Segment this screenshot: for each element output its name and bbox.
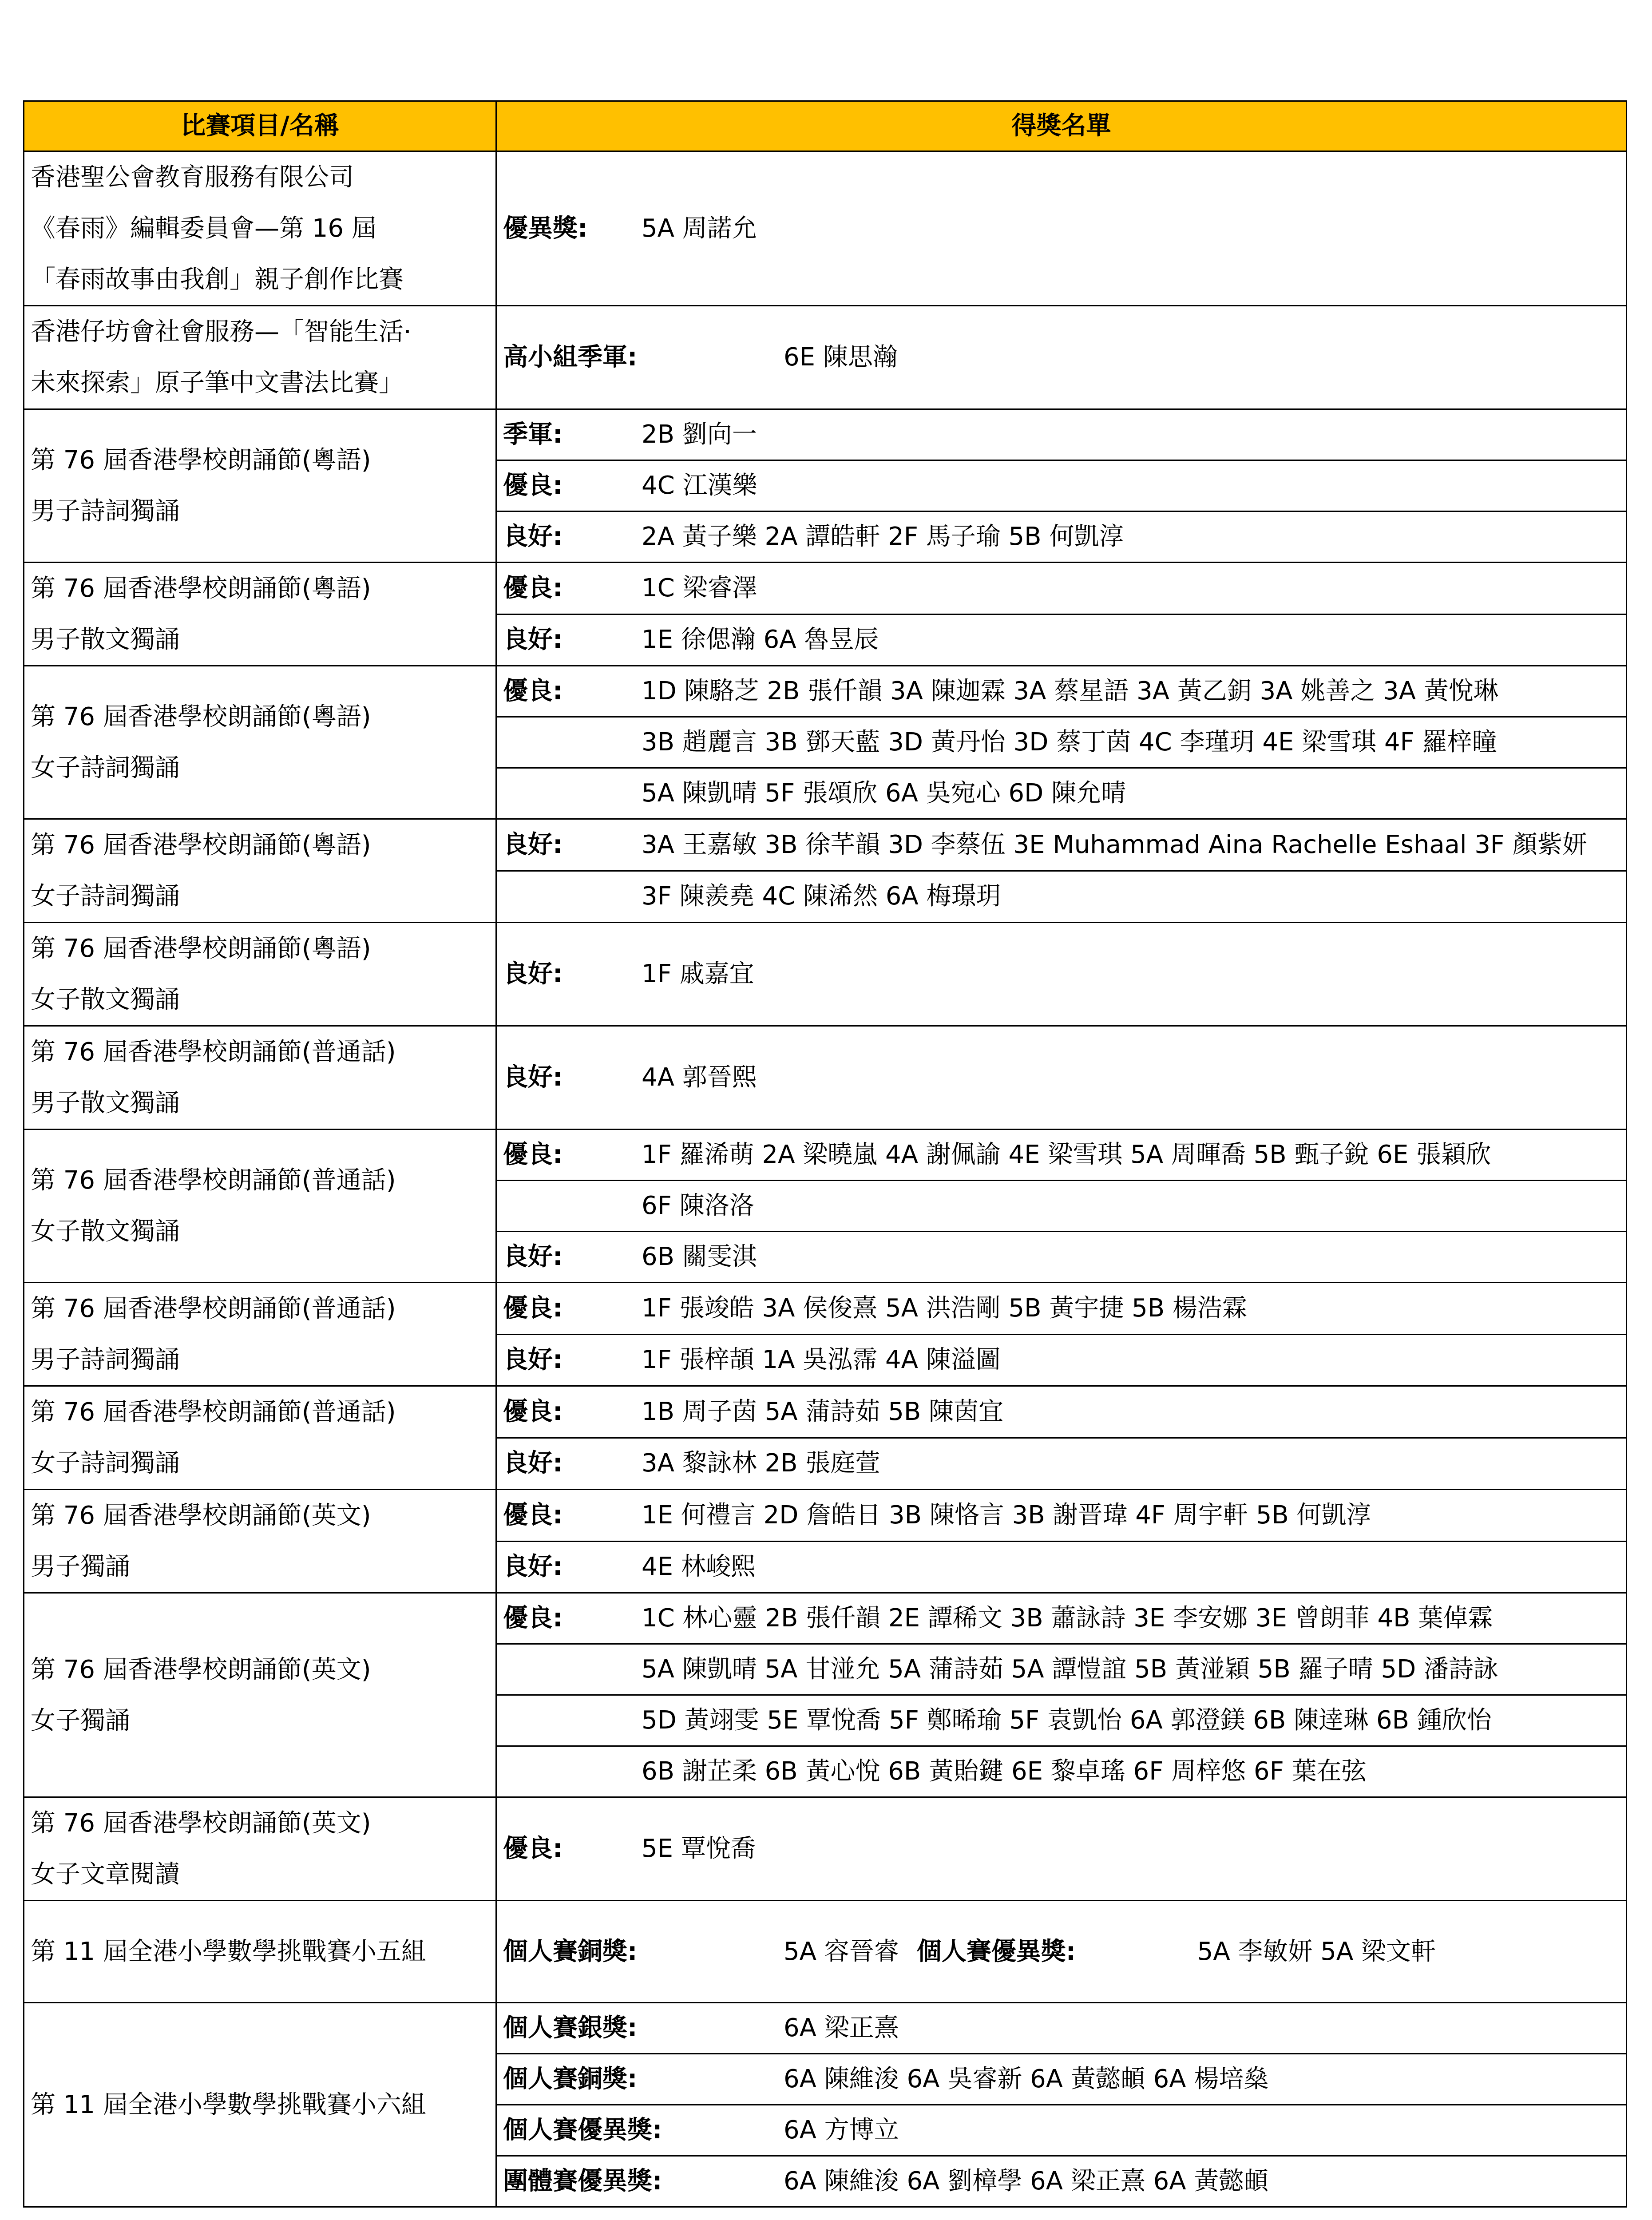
award-line (497, 2067, 1626, 2092)
award-line (497, 2016, 1626, 2041)
winner-names: 3A 黎詠林 2B 張庭萱 (642, 1449, 880, 1478)
competition-name-cell (24, 1490, 496, 1593)
winners-cell (496, 1746, 1627, 1797)
competition-name-cell (24, 819, 496, 923)
competition-name-line: 男子詩詞獨誦 (31, 1345, 180, 1374)
award-line (497, 1399, 1626, 1424)
award-category: 季軍: (503, 420, 563, 449)
winners-cell (496, 409, 1627, 460)
award-category: 團體賽優異獎: (503, 2167, 662, 2196)
award-line (497, 1552, 1626, 1582)
competition-name-cell (24, 1026, 496, 1130)
competition-name-line: 第 76 屆香港學校朗誦節(粵語) (31, 446, 371, 475)
competition-name-line: 女子詩詞獨誦 (31, 753, 180, 782)
award-category: 良好: (503, 1063, 563, 1092)
winner-names: 2A 黃子樂 2A 譚皓軒 2F 馬子瑜 5B 何凱淳 (642, 522, 1124, 551)
competition-name-line: 第 76 屆香港學校朗誦節(英文) (31, 1501, 371, 1530)
award-line (497, 959, 1626, 988)
competition-name-line: 第 76 屆香港學校朗誦節(普通話) (31, 1038, 396, 1066)
award-category: 良好: (503, 830, 563, 859)
winner-names: 5A 陳凱晴 5F 張頌欣 6A 吳宛心 6D 陳允晴 (642, 779, 1126, 808)
award-row (24, 563, 1627, 614)
winners-cell (496, 1386, 1627, 1438)
competition-name-cell (24, 1797, 496, 1901)
competition-name-cell (24, 2003, 496, 2207)
winners-cell (496, 2156, 1627, 2207)
award-category: 優良: (503, 1397, 563, 1426)
winners-cell (496, 2105, 1627, 2156)
winner-names: 6B 謝芷柔 6B 黃心悅 6B 黃貽鍵 6E 黎卓瑤 6F 周梓悠 6F 葉在弦 (642, 1757, 1367, 1786)
winners-cell (496, 563, 1627, 614)
competition-name-line: 第 76 屆香港學校朗誦節(英文) (31, 1809, 371, 1838)
competition-name-line: 女子詩詞獨誦 (31, 1449, 180, 1478)
competition-name-line: 女子獨誦 (31, 1706, 130, 1735)
award-line (497, 627, 1626, 652)
competition-name-line: 第 76 屆香港學校朗誦節(粵語) (31, 574, 371, 603)
award-line (497, 1345, 1626, 1375)
award-row (24, 2003, 1627, 2054)
winners-cell (496, 1130, 1627, 1181)
winner-names: 1D 陳駱芝 2B 張仟韻 3A 陳迦霖 3A 蔡星語 3A 黃乙鈅 3A 姚善之 3A 黃悅琳 (642, 677, 1498, 706)
winners-cell (496, 1232, 1627, 1283)
header-winners: 得獎名單 (496, 101, 1627, 151)
award-line (497, 1606, 1626, 1631)
competition-name-cell (24, 409, 496, 563)
award-category: 優異獎: (503, 214, 588, 243)
winners-cell (496, 306, 1627, 409)
competition-name-cell (24, 666, 496, 819)
competition-name-cell (24, 1386, 496, 1490)
winner-names: 4E 林峻熙 (642, 1552, 756, 1582)
winners-cell (496, 1541, 1627, 1593)
award-line (497, 1242, 1626, 1271)
award-line (497, 1142, 1626, 1167)
competition-name-line: 第 76 屆香港學校朗誦節(粵語) (31, 831, 371, 860)
award-row (24, 1901, 1627, 2003)
competition-name-line: 第 76 屆香港學校朗誦節(粵語) (31, 702, 371, 731)
winners-cell (496, 614, 1627, 666)
award-line (497, 1657, 1626, 1682)
competition-name-line: 《春雨》編輯委員會—第 16 屆 (31, 214, 376, 243)
winner-names: 6A 梁正熹 (784, 2014, 899, 2042)
winners-cell (496, 1695, 1627, 1746)
winner-names: 6A 陳維浚 6A 劉樟學 6A 梁正熹 6A 黃懿頔 (784, 2167, 1269, 2196)
competition-name-cell (24, 1130, 496, 1283)
award-category: 個人賽優異獎: (503, 2116, 662, 2145)
awards-table (23, 100, 1627, 2208)
winner-names: 1F 張梓頡 1A 吳泓霈 4A 陳溢圖 (642, 1345, 1001, 1375)
award-category: 個人賽銅獎: (503, 1937, 638, 1966)
award-category: 優良: (503, 1140, 563, 1169)
winners-cell (496, 768, 1627, 819)
award-line (497, 679, 1626, 704)
winner-names: 6A 方博立 (784, 2116, 899, 2145)
award-line (497, 832, 1626, 857)
competition-name-line: 女子詩詞獨誦 (31, 882, 180, 911)
award-row (24, 1386, 1627, 1438)
winner-names: 1E 何禮言 2D 詹皓日 3B 陳恪言 3B 謝晋瑋 4F 周宇軒 5B 何凱淳 (642, 1500, 1371, 1530)
award-line (497, 884, 1626, 909)
winner-names: 5E 覃悅喬 (642, 1834, 756, 1863)
award-category: 良好: (503, 522, 563, 551)
award-line (497, 2118, 1626, 2143)
award-category: 優良: (503, 573, 563, 603)
winners-cell (496, 1901, 1627, 2003)
competition-name-cell (24, 306, 496, 409)
award-category: 優良: (503, 677, 563, 706)
award-line (497, 1451, 1626, 1476)
award-line (497, 473, 1626, 498)
award-line (497, 573, 1626, 603)
competition-name-cell (24, 151, 496, 306)
winners-cell (496, 151, 1627, 306)
competition-name-cell (24, 1593, 496, 1797)
award-category: 優良: (503, 471, 563, 500)
competition-name-line: 第 76 屆香港學校朗誦節(英文) (31, 1655, 371, 1684)
winners-cell (496, 666, 1627, 717)
award-row (24, 1026, 1627, 1130)
award-category: 良好: (503, 1242, 563, 1271)
winner-names: 5A 陳凱晴 5A 甘湴允 5A 蒲詩茹 5A 譚愷誼 5B 黃湴穎 5B 羅子晴 5D 潘詩詠 (642, 1655, 1499, 1684)
header-competition: 比賽項目/名稱 (24, 101, 496, 151)
competition-name-line: 女子散文獨誦 (31, 1217, 180, 1246)
competition-name-line: 香港聖公會教育服務有限公司 (31, 163, 354, 192)
winner-names: 5A 容晉睿 (784, 1937, 899, 1966)
winner-names: 5A 周諾允 (642, 214, 757, 243)
award-category: 良好: (503, 1345, 563, 1375)
award-category: 良好: (503, 959, 563, 988)
award-line (497, 730, 1626, 755)
competition-name-line: 男子詩詞獨誦 (31, 497, 180, 526)
winners-cell (496, 717, 1627, 768)
winners-cell (496, 1026, 1627, 1130)
winner-names: 5A 李敏妍 5A 梁文軒 (1197, 1937, 1436, 1966)
award-row (24, 1593, 1627, 1644)
award-row (24, 306, 1627, 409)
winner-names: 5D 黃翊雯 5E 覃悅喬 5F 鄭晞瑜 5F 袁凱怡 6A 郭澄鎂 6B 陳逹琳 6B 鍾欣怡 (642, 1706, 1492, 1735)
winners-cell (496, 871, 1627, 923)
award-row (24, 923, 1627, 1026)
award-category: 良好: (503, 625, 563, 654)
winners-cell (496, 1797, 1627, 1901)
winners-cell (496, 923, 1627, 1026)
award-line (497, 345, 1626, 370)
competition-name-line: 未來探索」原子筆中文書法比賽」 (31, 369, 404, 397)
award-category: 優良: (503, 1500, 563, 1530)
winners-cell (496, 1438, 1627, 1490)
award-line (497, 1759, 1626, 1784)
award-category: 優良: (503, 1834, 563, 1863)
document-page (23, 100, 1626, 2208)
winners-cell (496, 1644, 1627, 1695)
winners-cell (496, 1334, 1627, 1386)
award-row (24, 1490, 1627, 1542)
winner-names: 3A 王嘉敏 3B 徐芊韻 3D 李蔡伍 3E Muhammad Aina Rachelle Eshaal 3F 顏紫妍 (642, 830, 1587, 859)
award-line (497, 524, 1626, 549)
competition-name-line: 第 11 屆全港小學數學挑戰賽小五組 (31, 1937, 426, 1966)
award-row (24, 819, 1627, 871)
winners-cell (496, 511, 1627, 563)
winners-cell (496, 1283, 1627, 1335)
competition-name-line: 男子散文獨誦 (31, 1089, 180, 1118)
award-category: 良好: (503, 1449, 563, 1478)
competition-name-line: 女子散文獨誦 (31, 985, 180, 1014)
competition-name-line: 香港仔坊會社會服務—「智能生活· (31, 317, 412, 346)
award-line (497, 1193, 1626, 1218)
award-line (497, 1500, 1626, 1530)
award-row (24, 1130, 1627, 1181)
winner-names: 6B 關雯淇 (642, 1242, 757, 1271)
award-line (497, 1836, 1626, 1861)
competition-name-line: 女子文章閱讀 (31, 1860, 180, 1889)
winners-cell (496, 2054, 1627, 2105)
winner-names: 1C 梁睿澤 (642, 573, 757, 603)
award-row (24, 151, 1627, 306)
winners-cell (496, 2003, 1627, 2054)
award-category: 個人賽銅獎: (503, 2065, 638, 2093)
winner-names: 1E 徐偲瀚 6A 魯昱辰 (642, 625, 879, 654)
competition-name-line: 「春雨故事由我創」親子創作比賽 (31, 265, 404, 294)
award-line (497, 216, 1626, 241)
competition-name-line: 第 11 屆全港小學數學挑戰賽小六組 (31, 2090, 426, 2119)
award-category: 高小組季軍: (503, 343, 638, 372)
winner-names: 1F 戚嘉宜 (642, 959, 754, 988)
winner-names: 6F 陳洛洛 (642, 1191, 754, 1220)
header-row (24, 101, 1627, 151)
award-row (24, 409, 1627, 460)
competition-name-cell (24, 923, 496, 1026)
award-line (497, 1293, 1626, 1323)
award-category: 個人賽優異獎: (916, 1937, 1076, 1966)
competition-name-cell (24, 563, 496, 666)
competition-name-line: 男子散文獨誦 (31, 625, 180, 654)
award-row (24, 1797, 1627, 1901)
competition-name-cell (24, 1283, 496, 1386)
winner-names: 1F 張竣皓 3A 侯俊熹 5A 洪浩剛 5B 黃宇捷 5B 楊浩霖 (642, 1293, 1248, 1323)
award-category: 個人賽銀獎: (503, 2014, 638, 2042)
winner-names: 3B 趙麗言 3B 鄧天藍 3D 黃丹怡 3D 蔡丁茵 4C 李瑾玥 4E 梁雪琪 4F 羅梓瞳 (642, 728, 1497, 757)
award-row (24, 666, 1627, 717)
competition-name-line: 第 76 屆香港學校朗誦節(普通話) (31, 1398, 396, 1427)
award-category: 優良: (503, 1604, 563, 1633)
winner-names: 3F 陳羨堯 4C 陳浠然 6A 梅璟玥 (642, 882, 1001, 911)
winners-cell (496, 460, 1627, 511)
winners-cell (496, 1181, 1627, 1232)
winner-names: 1C 林心靈 2B 張仟韻 2E 譚稀文 3B 蕭詠詩 3E 李安娜 3E 曾朗菲 4B 葉倬霖 (642, 1604, 1493, 1633)
competition-name-cell (24, 1901, 496, 2003)
winner-names: 4A 郭晉熙 (642, 1063, 757, 1092)
awards-body (24, 151, 1627, 2207)
winner-names: 1B 周子茵 5A 蒲詩茹 5B 陳茵宜 (642, 1397, 1004, 1426)
award-category: 優良: (503, 1293, 563, 1323)
winners-cell (496, 1490, 1627, 1542)
award-category: 良好: (503, 1552, 563, 1582)
award-line (497, 422, 1626, 447)
competition-name-line: 男子獨誦 (31, 1552, 130, 1581)
winner-names: 4C 江漢樂 (642, 471, 757, 500)
award-line (497, 2169, 1626, 2194)
competition-name-line: 第 76 屆香港學校朗誦節(普通話) (31, 1166, 396, 1195)
award-line (497, 1939, 1626, 1964)
award-line (497, 781, 1626, 806)
winner-names: 1F 羅浠萌 2A 梁曉嵐 4A 謝佩諭 4E 梁雪琪 5A 周暉喬 5B 甄子銳 6E 張穎欣 (642, 1140, 1491, 1169)
award-line (497, 1065, 1626, 1090)
winner-names: 6E 陳思瀚 (784, 343, 898, 372)
winner-names: 2B 劉向一 (642, 420, 757, 449)
winner-names: 6A 陳維浚 6A 吳睿新 6A 黃懿頔 6A 楊培燊 (784, 2065, 1269, 2093)
winners-cell (496, 819, 1627, 871)
award-line (497, 1708, 1626, 1733)
award-row (24, 1283, 1627, 1335)
competition-name-line: 第 76 屆香港學校朗誦節(普通話) (31, 1294, 396, 1323)
competition-name-line: 第 76 屆香港學校朗誦節(粵語) (31, 934, 371, 963)
winners-cell (496, 1593, 1627, 1644)
